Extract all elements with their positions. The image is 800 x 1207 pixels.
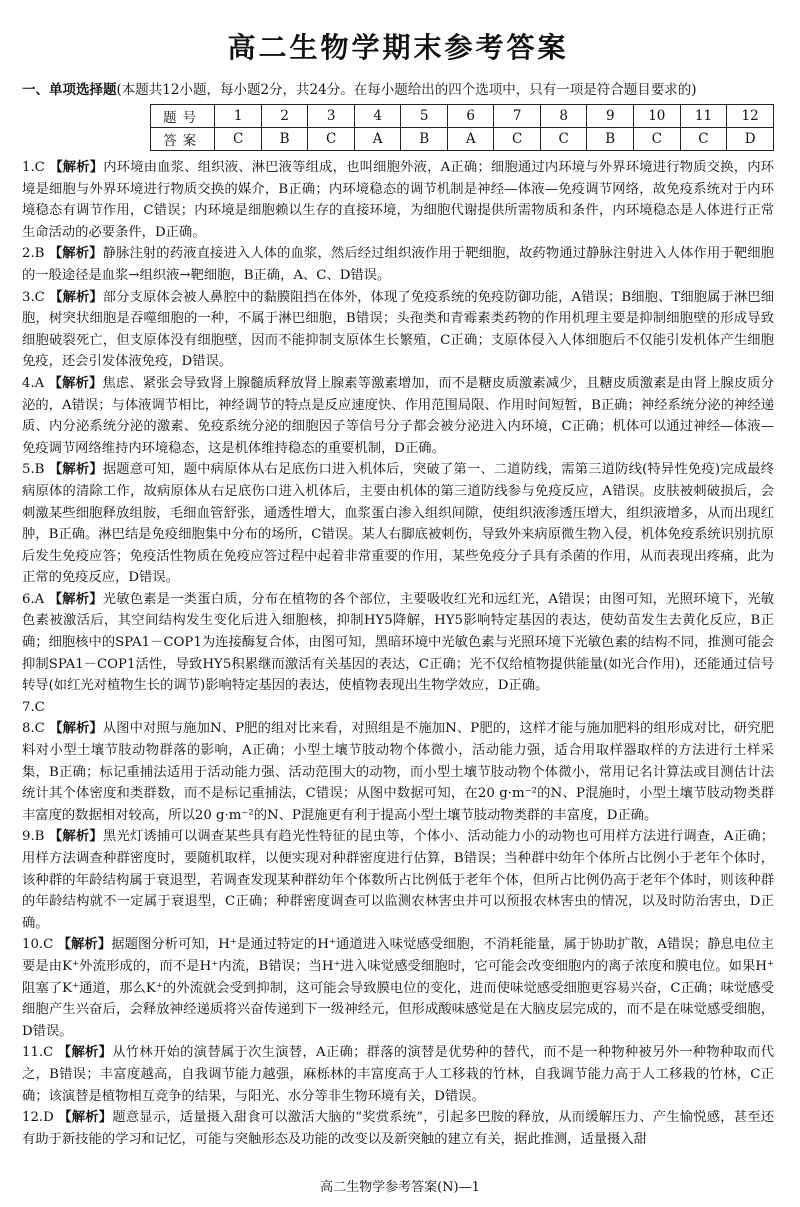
- page-title: 高二生物学期末参考答案: [227, 31, 569, 64]
- answer-letter: B: [261, 128, 308, 151]
- answer-table-answer-row: [151, 128, 774, 151]
- page-footer: 高二生物学参考答案(N)—1: [320, 1180, 480, 1195]
- explanation-tag: 【解析】: [49, 721, 103, 737]
- explanation-item: [22, 287, 774, 373]
- explanation-tag: 【解析】: [58, 1110, 113, 1126]
- question-number: 8: [540, 105, 587, 128]
- answer-letter: C: [540, 128, 587, 151]
- explanation-item: [22, 1107, 774, 1150]
- explanation-text: 内环境由血浆、组织液、淋巴液等组成，也叫细胞外液，A正确；细胞通过内环境与外界环境进行物质交换，内环境是细胞与外界环境进行物质交换的媒介，B正确；内环境稳态的调节机制是神经—体液—免疫调节网络，故免疫系统对于内环境稳态有调节作用，C错误；内环境是细胞赖以生存的直接环境，为细胞代谢提供所需物质和条件，内环境稳态是人体进行正常生命活动的必要条件，D正确。: [22, 160, 774, 240]
- explanation-text: 从竹林开始的演替属于次生演替，A正确；群落的演替是优势种的替代，而不是一种物种被另外一种物种取而代之，B错误；丰富度越高，自我调节能力越强，麻栎林的丰富度高于人工移栽的竹林，自我调节能力高于人工移栽的竹林，C正确；该演替是植物相互竞争的结果，与阳光、水分等非生物环境有关，D错误。: [22, 1045, 775, 1104]
- question-number: 1: [215, 105, 262, 128]
- explanation-number: 7.C: [22, 699, 45, 715]
- explanation-item: [22, 373, 774, 459]
- explanation-tag: 【解析】: [57, 1045, 113, 1061]
- answer-letter: A: [354, 128, 401, 151]
- question-number: 10: [634, 105, 681, 128]
- explanation-tag: 【解析】: [48, 829, 103, 845]
- answer-table-number-row: [151, 105, 774, 128]
- explanation-item: [22, 243, 774, 286]
- explanation-number: 9.B: [22, 829, 45, 845]
- question-number: 3: [308, 105, 355, 128]
- explanation-number: 4.A: [22, 375, 45, 391]
- explanation-text: 部分支原体会被人鼻腔中的黏膜阻挡在体外，体现了免疫系统的免疫防御功能，A错误；B细胞、T细胞属于淋巴细胞，树突状细胞是吞噬细胞的一种，不属于淋巴细胞，B错误；头孢类和青霉素类药物的作用机理主要是抑制细胞壁的形成导致细胞破裂死亡，但支原体没有细胞壁，因而不能抑制支原体生长繁殖，C正确；支原体侵入人体细胞后不仅能引发机体产生细胞免疫，还会引发体液免疫，D错误。: [22, 289, 774, 370]
- answer-table-row-label: 答案: [151, 128, 215, 151]
- answer-letter: B: [401, 128, 448, 151]
- explanation-item: [22, 157, 774, 243]
- answer-letter: C: [634, 128, 681, 151]
- question-number: 7: [494, 105, 541, 128]
- explanation-item: [22, 934, 774, 1042]
- explanation-tag: 【解析】: [48, 462, 103, 478]
- explanation-text: 据题图分析可知，H⁺是通过特定的H⁺通道进入味觉感受细胞，不消耗能量，属于协助扩散，A错误；静息电位主要是由K⁺外流形成的，而不是H⁺内流，B错误；当H⁺进入味觉感受细胞时，它可能会改变细胞内的离子浓度和膜电位。如果H⁺阻塞了K⁺通道，那么K⁺的外流就会受到抑制，这可能会导致膜电位的变化，进而使味觉感受细胞更容易兴奋，C正确；味觉感受细胞产生兴奋后，会释放神经递质将兴奋传递到下一级神经元，但形成酸味感觉是在大脑皮层完成的，而不是在味觉感受细胞，D错误。: [22, 937, 774, 1039]
- explanation-number: 1.C: [22, 160, 45, 175]
- section-heading: 一、单项选择题: [22, 82, 117, 98]
- explanation-number: 12.D: [22, 1110, 54, 1126]
- explanation-item: [22, 718, 774, 826]
- question-number: 6: [447, 105, 494, 128]
- section-header: [22, 80, 774, 100]
- section-instructions: (本题共12小题，每小题2分，共24分。在每小题给出的四个选项中，只有一项是符合题目要求的): [116, 82, 697, 98]
- explanation-number: 8.C: [22, 721, 45, 737]
- question-number: 11: [680, 105, 727, 128]
- explanation-number: 5.B: [22, 462, 45, 478]
- question-number: 9: [587, 105, 634, 128]
- explanation-text: 黑光灯诱捕可以调查某些具有趋光性特征的昆虫等，个体小、活动能力小的动物也可用样方法进行调查，A正确；用样方法调查种群密度时，要随机取样，以便实现对种群密度进行估算，B错误；当种群中幼年个体所占比例小于老年个体时，该种群的年龄结构属于衰退型，若调查发现某种群幼年个体数所占比例低于老年个体，但所占比例仍高于老年个体时，则该种群的年龄结构就不一定属于衰退型，C正确；种群密度调查可以监测农林害虫并可以预报农林害虫的情况，以及时防治害虫，D正确。: [22, 829, 774, 931]
- answer-letter: C: [308, 128, 355, 151]
- explanation-item: [22, 589, 774, 697]
- answer-letter: A: [447, 128, 494, 151]
- answer-letter: C: [680, 128, 727, 151]
- question-number: 12: [727, 105, 774, 128]
- explanation-item: [22, 1042, 774, 1107]
- answer-letter: C: [494, 128, 541, 151]
- question-number: 5: [401, 105, 448, 128]
- explanation-tag: 【解析】: [48, 375, 103, 391]
- explanation-number: 6.A: [22, 591, 45, 607]
- explanation-item: [22, 826, 774, 934]
- explanation-text: 从图中对照与施加N、P肥的组对比来看，对照组是不施加N、P肥的，这样才能与施加肥料的组形成对比，研究肥料对小型土壤节肢动物群落的影响，A正确；小型土壤节肢动物个体微小，活动能力强，适合用取样器取样的方法进行土样采集，B正确；标记重捕法适用于活动能力强、活动范围大的动物，而小型土壤节肢动物个体微小，常用记名计算法或目测估计法统计其个体密度和类群数，而不是标记重捕法，C错误；从图中数据可知，在20 g·m⁻²的N、P混施时，小型土壤节肢动物类群丰富度的数据相对较高，所以20 g·m⁻²的N、P混施更有利于提高小型土壤节肢动物类群的丰富度，D正确。: [22, 721, 774, 823]
- explanation-tag: 【解析】: [49, 160, 104, 175]
- explanation-text: 光敏色素是一类蛋白质，分布在植物的各个部位，主要吸收红光和远红光，A错误；由图可知，光照环境下，光敏色素被激活后，其空间结构发生变化后进入细胞核，抑制HY5降解，HY5影响特定基因的表达，使幼苗发生去黄化反应，B正确；细胞核中的SPA1－COP1为连接酶复合体，由图可知，黑暗环境中光敏色素与光照环境下光敏色素的结构不同，推测可能会抑制SPA1－COP1活性，导致HY5积累继而激活有关基因的表达，C正确；光不仅给植物提供能量(如光合作用)，还能通过信号转导(如红光对植物生长的调节)影响特定基因的表达，使植物表现出生物学效应，D正确。: [22, 591, 774, 694]
- answer-letter: B: [587, 128, 634, 151]
- explanation-text: 据题意可知，题中病原体从右足底伤口进入机体后，突破了第一、二道防线，需第三道防线(特异性免疫)完成最终病原体的清除工作，故病原体从右足底伤口进入机体后，主要由机体的第三道防线参与免疫反应，A错误。皮肤被刺破损后，会刺激某些细胞释放组胺，毛细血管舒张，通透性增大，血浆蛋白渗入组织间隙，使组织液渗透压增大，组织液增多，从而出现红肿，B正确。淋巴结是免疫细胞集中分布的场所，C错误。某人右脚底被刺伤，导致外来病原微生物入侵，机体免疫系统识别抗原后发生免疫应答；免疫活性物质在免疫应答过程中起着非常重要的作用，某些免疫分子具有杀菌的作用，从而表现出疼痛，此为正常的免疫反应，D错误。: [22, 462, 775, 586]
- explanation-text: 静脉注射的药液直接进入人体的血浆，然后经过组织液作用于靶细胞，故药物通过静脉注射进入人体作用于靶细胞的一般途径是血浆→组织液→靶细胞，B正确，A、C、D错误。: [22, 246, 775, 283]
- explanation-tag: 【解析】: [49, 289, 103, 305]
- explanation-text: 焦虑、紧张会导致肾上腺髓质释放肾上腺素等激素增加，而不是糖皮质激素减少，且糖皮质激素是由肾上腺皮质分泌的，A错误；与体液调节相比，神经调节的特点是反应速度快、作用范围局限、作用时间短暂，B正确；神经系统分泌的神经递质、内分泌系统分泌的激素、免疫系统分泌的细胞因子等信号分子都会被分泌进入内环境，C正确；机体可以通过神经—体液—免疫调节网络维持内环境稳态，这是机体维持稳态的重要机制，D正确。: [22, 375, 775, 456]
- answer-table-row-label: 题号: [151, 105, 215, 128]
- answer-table: [150, 104, 774, 151]
- explanation-number: 2.B: [22, 246, 45, 262]
- explanation-number: 10.C: [22, 937, 54, 953]
- question-number: 2: [261, 105, 308, 128]
- explanation-number: 3.C: [22, 289, 45, 305]
- question-number: 4: [354, 105, 401, 128]
- explanation-item: [22, 459, 774, 589]
- explanation-text: 题意显示，适量摄入甜食可以激活大脑的“奖赏系统”，引起多巴胺的释放，从而缓解压力、产生愉悦感，甚至还有助于新技能的学习和记忆，可能与突触形态及功能的改变以及新突触的建立有关，据此推测，适量摄入甜: [22, 1110, 774, 1147]
- answer-letter: C: [215, 128, 262, 151]
- explanation-tag: 【解析】: [48, 591, 103, 607]
- explanation-item: [22, 697, 774, 719]
- explanation-tag: 【解析】: [48, 246, 103, 262]
- answer-letter: D: [727, 128, 774, 151]
- explanation-list: [22, 157, 774, 1150]
- explanation-tag: 【解析】: [57, 937, 112, 953]
- explanation-number: 11.C: [22, 1045, 54, 1061]
